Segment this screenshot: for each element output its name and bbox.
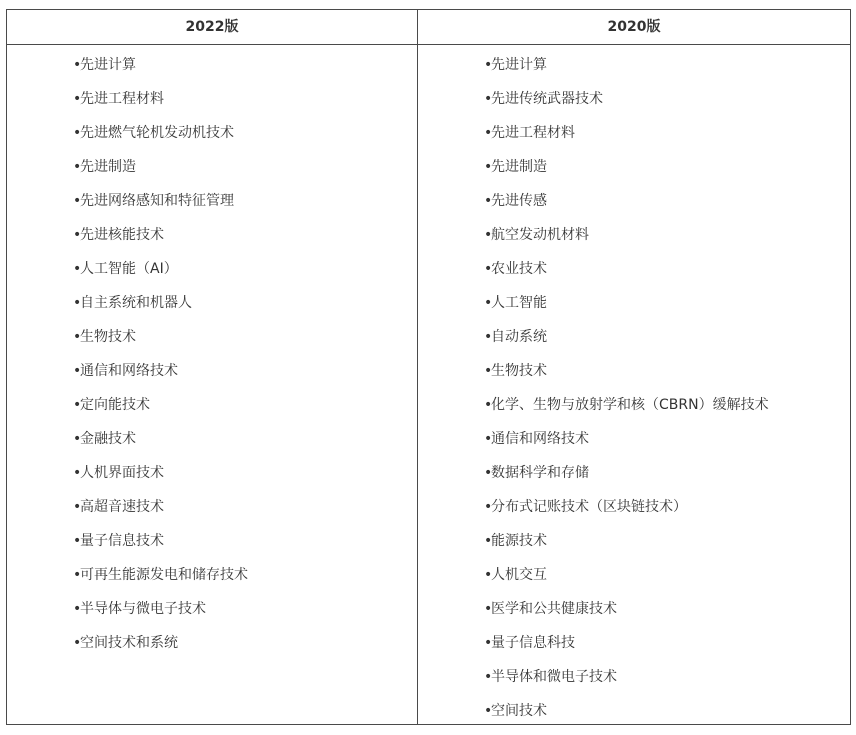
bullet-icon: • bbox=[73, 125, 82, 141]
tech-2022-item-label: 先进计算 bbox=[80, 57, 136, 73]
tech-2020-list-item bbox=[484, 157, 769, 191]
tech-2022-list-item bbox=[73, 531, 248, 565]
bullet-icon: • bbox=[484, 57, 493, 73]
bullet-icon: • bbox=[73, 533, 82, 549]
tech-2020-list-item bbox=[484, 191, 769, 225]
bullet-icon: • bbox=[73, 193, 82, 209]
bullet-icon: • bbox=[484, 499, 493, 515]
bullet-icon: • bbox=[484, 159, 493, 175]
tech-2022-item-label: 空间技术和系统 bbox=[80, 635, 178, 651]
bullet-icon: • bbox=[73, 567, 82, 583]
list-2022 bbox=[73, 55, 248, 667]
tech-2020-item-label: 空间技术 bbox=[491, 703, 547, 719]
tech-2022-list-item bbox=[73, 599, 248, 633]
tech-2020-item-label: 农业技术 bbox=[491, 261, 547, 277]
bullet-icon: • bbox=[484, 295, 493, 311]
tech-2022-item-label: 量子信息技术 bbox=[80, 533, 164, 549]
tech-2020-list-item bbox=[484, 565, 769, 599]
tech-2022-item-label: 高超音速技术 bbox=[80, 499, 164, 515]
tech-2020-list-item bbox=[484, 225, 769, 259]
bullet-icon: • bbox=[73, 499, 82, 515]
bullet-icon: • bbox=[484, 329, 493, 345]
tech-2022-list-item bbox=[73, 225, 248, 259]
bullet-icon: • bbox=[73, 363, 82, 379]
bullet-icon: • bbox=[484, 397, 493, 413]
tech-2022-item-label: 人机界面技术 bbox=[80, 465, 164, 481]
tech-2022-list-item bbox=[73, 123, 248, 157]
bullet-icon: • bbox=[484, 125, 493, 141]
tech-2020-list-item bbox=[484, 531, 769, 565]
bullet-icon: • bbox=[73, 431, 82, 447]
bullet-icon: • bbox=[484, 193, 493, 209]
tech-2022-item-label: 先进工程材料 bbox=[80, 91, 164, 107]
tech-2020-item-label: 先进传统武器技术 bbox=[491, 91, 603, 107]
tech-2020-item-label: 人工智能 bbox=[491, 295, 547, 311]
tech-2022-list-item bbox=[73, 497, 248, 531]
tech-2022-item-label: 先进网络感知和特征管理 bbox=[80, 193, 234, 209]
tech-2020-list-item bbox=[484, 667, 769, 701]
bullet-icon: • bbox=[484, 533, 493, 549]
tech-2022-list-item bbox=[73, 361, 248, 395]
bullet-icon: • bbox=[484, 465, 493, 481]
tech-2020-item-label: 生物技术 bbox=[491, 363, 547, 379]
tech-2022-item-label: 金融技术 bbox=[80, 431, 136, 447]
tech-2020-item-label: 数据科学和存储 bbox=[491, 465, 589, 481]
tech-2020-item-label: 人机交互 bbox=[491, 567, 547, 583]
tech-2020-item-label: 航空发动机材料 bbox=[491, 227, 589, 243]
tech-2022-list-item bbox=[73, 293, 248, 327]
tech-2020-item-label: 量子信息科技 bbox=[491, 635, 575, 651]
tech-2020-item-label: 半导体和微电子技术 bbox=[491, 669, 617, 685]
tech-2020-item-label: 先进计算 bbox=[491, 57, 547, 73]
bullet-icon: • bbox=[484, 567, 493, 583]
tech-2020-list-item bbox=[484, 633, 769, 667]
tech-2020-list-item bbox=[484, 55, 769, 89]
tech-2022-list-item bbox=[73, 463, 248, 497]
tech-2022-item-label: 通信和网络技术 bbox=[80, 363, 178, 379]
comparison-table bbox=[6, 9, 851, 725]
bullet-icon: • bbox=[73, 465, 82, 481]
tech-2020-list-item bbox=[484, 123, 769, 157]
tech-2022-list-item bbox=[73, 191, 248, 225]
tech-2022-item-label: 可再生能源发电和储存技术 bbox=[80, 567, 248, 583]
list-2020 bbox=[484, 55, 769, 735]
tech-2020-item-label: 分布式记账技术（区块链技术） bbox=[491, 499, 687, 515]
tech-2022-list-item bbox=[73, 633, 248, 667]
bullet-icon: • bbox=[73, 295, 82, 311]
tech-2022-list-item bbox=[73, 565, 248, 599]
tech-2020-list-item bbox=[484, 429, 769, 463]
tech-2020-list-item bbox=[484, 395, 769, 429]
tech-2022-item-label: 自主系统和机器人 bbox=[80, 295, 192, 311]
tech-2020-list-item bbox=[484, 599, 769, 633]
bullet-icon: • bbox=[484, 227, 493, 243]
tech-2020-list-item bbox=[484, 89, 769, 123]
tech-2020-list-item bbox=[484, 497, 769, 531]
tech-2020-item-label: 能源技术 bbox=[491, 533, 547, 549]
tech-2022-item-label: 生物技术 bbox=[80, 329, 136, 345]
tech-2022-list-item bbox=[73, 429, 248, 463]
tech-2020-item-label: 通信和网络技术 bbox=[491, 431, 589, 447]
bullet-icon: • bbox=[73, 635, 82, 651]
tech-2020-list-item bbox=[484, 293, 769, 327]
tech-2022-item-label: 先进燃气轮机发动机技术 bbox=[80, 125, 234, 141]
bullet-icon: • bbox=[484, 363, 493, 379]
bullet-icon: • bbox=[73, 261, 82, 277]
tech-2020-item-label: 化学、生物与放射学和核（CBRN）缓解技术 bbox=[491, 397, 769, 413]
tech-2022-item-label: 定向能技术 bbox=[80, 397, 150, 413]
bullet-icon: • bbox=[484, 601, 493, 617]
bullet-icon: • bbox=[484, 669, 493, 685]
bullet-icon: • bbox=[73, 57, 82, 73]
tech-2022-item-label: 先进核能技术 bbox=[80, 227, 164, 243]
tech-2020-item-label: 先进制造 bbox=[491, 159, 547, 175]
tech-2020-list-item bbox=[484, 259, 769, 293]
bullet-icon: • bbox=[73, 329, 82, 345]
bullet-icon: • bbox=[73, 91, 82, 107]
tech-2020-list-item bbox=[484, 327, 769, 361]
tech-2022-list-item bbox=[73, 327, 248, 361]
bullet-icon: • bbox=[73, 601, 82, 617]
bullet-icon: • bbox=[73, 227, 82, 243]
tech-2022-list-item bbox=[73, 259, 248, 293]
bullet-icon: • bbox=[484, 635, 493, 651]
bullet-icon: • bbox=[484, 431, 493, 447]
tech-2020-list-item bbox=[484, 463, 769, 497]
tech-2020-item-label: 先进传感 bbox=[491, 193, 547, 209]
header-row bbox=[7, 10, 850, 45]
column-divider bbox=[417, 10, 418, 724]
bullet-icon: • bbox=[484, 703, 493, 719]
tech-2022-item-label: 半导体与微电子技术 bbox=[80, 601, 206, 617]
bullet-icon: • bbox=[484, 91, 493, 107]
bullet-icon: • bbox=[73, 159, 82, 175]
tech-2020-item-label: 先进工程材料 bbox=[491, 125, 575, 141]
tech-2022-list-item bbox=[73, 395, 248, 429]
bullet-icon: • bbox=[73, 397, 82, 413]
header-2020: 2020版 bbox=[607, 19, 661, 35]
tech-2022-list-item bbox=[73, 55, 248, 89]
tech-2022-list-item bbox=[73, 89, 248, 123]
tech-2020-item-label: 自动系统 bbox=[491, 329, 547, 345]
bullet-icon: • bbox=[484, 261, 493, 277]
tech-2020-item-label: 医学和公共健康技术 bbox=[491, 601, 617, 617]
tech-2022-list-item bbox=[73, 157, 248, 191]
tech-2022-item-label: 人工智能（AI） bbox=[80, 261, 178, 277]
tech-2020-list-item bbox=[484, 701, 769, 735]
tech-2020-list-item bbox=[484, 361, 769, 395]
header-2022: 2022版 bbox=[185, 19, 239, 35]
tech-2022-item-label: 先进制造 bbox=[80, 159, 136, 175]
